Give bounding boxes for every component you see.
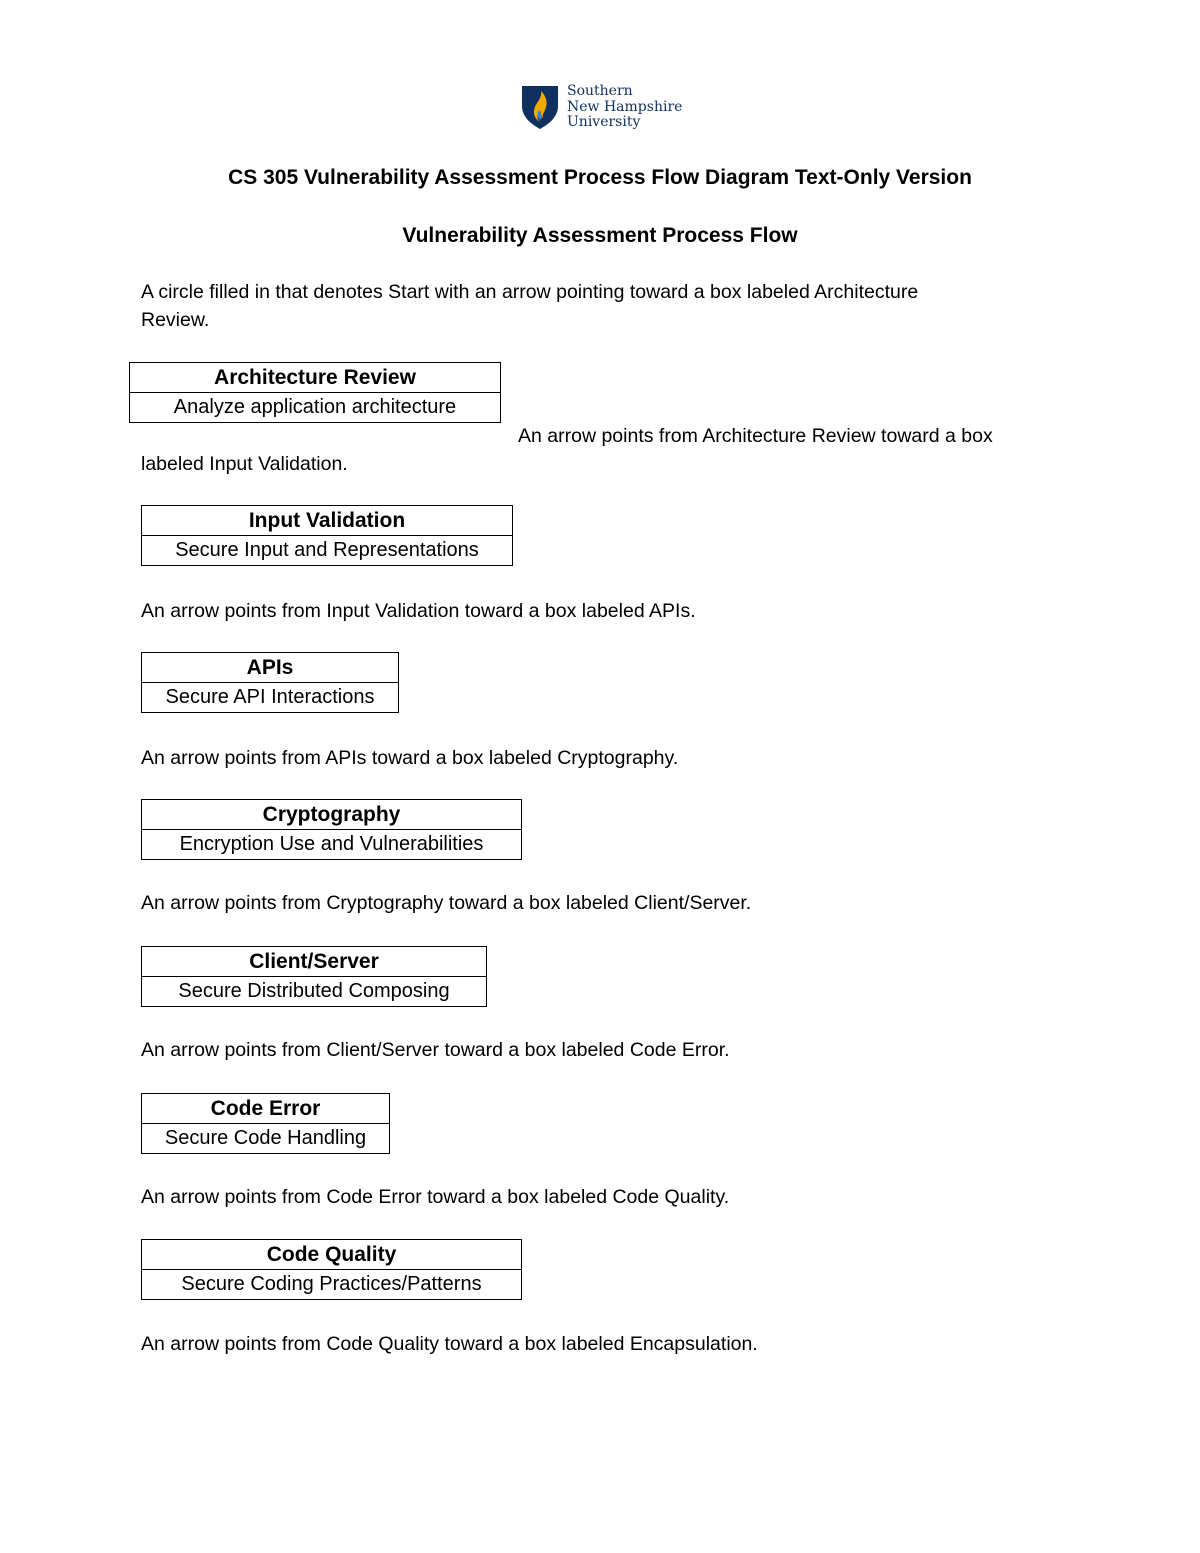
arrow-text-apis-to-crypto: An arrow points from APIs toward a box labeled Cryptography. — [141, 747, 679, 769]
arrow-text-input-to-apis: An arrow points from Input Validation toward a box labeled APIs. — [141, 600, 696, 622]
intro-line-1: A circle filled in that denotes Start with an arrow pointing toward a box labeled Architecture — [141, 281, 919, 303]
snhu-shield-icon — [520, 84, 562, 130]
flow-box-code-error — [141, 1093, 390, 1154]
box-title: APIs — [142, 653, 398, 683]
box-description: Encryption Use and Vulnerabilities — [179, 833, 484, 855]
logo-wordmark — [567, 84, 682, 131]
arrow-text-error-to-quality: An arrow points from Code Error toward a box labeled Code Quality. — [141, 1186, 730, 1208]
box-title: Code Quality — [142, 1240, 521, 1270]
box-title: Input Validation — [142, 506, 512, 536]
flow-box-client-server — [141, 946, 487, 1007]
box-description: Secure Code Handling — [164, 1127, 367, 1149]
arrow-text-crypto-to-client: An arrow points from Cryptography toward a box labeled Client/Server. — [141, 892, 752, 914]
arrow-text-quality-to-encap: An arrow points from Code Quality toward a box labeled Encapsulation. — [141, 1333, 758, 1355]
snhu-logo — [520, 84, 690, 134]
logo-line-3: University — [567, 114, 641, 130]
arrow-text-arch-to-input-2: labeled Input Validation. — [141, 453, 348, 475]
box-description: Analyze application architecture — [173, 396, 457, 418]
flow-box-code-quality — [141, 1239, 522, 1300]
logo-line-1: Southern — [567, 83, 633, 99]
arrow-text-arch-to-input-1: An arrow points from Architecture Review toward a box — [518, 425, 993, 447]
arrow-text-client-to-error: An arrow points from Client/Server toward a box labeled Code Error. — [141, 1039, 730, 1061]
box-title: Architecture Review — [130, 363, 500, 393]
box-description: Secure Distributed Composing — [178, 980, 450, 1002]
box-description: Secure API Interactions — [165, 686, 375, 708]
flow-box-cryptography — [141, 799, 522, 860]
flow-box-input-validation — [141, 505, 513, 566]
box-title: Client/Server — [142, 947, 486, 977]
document-subtitle: Vulnerability Assessment Process Flow — [402, 224, 798, 247]
flow-box-apis — [141, 652, 399, 713]
flow-box-architecture-review — [129, 362, 501, 423]
logo-line-2: New Hampshire — [567, 98, 683, 115]
box-title: Cryptography — [142, 800, 521, 830]
box-title: Code Error — [142, 1094, 389, 1124]
box-description: Secure Input and Representations — [175, 539, 479, 561]
box-description: Secure Coding Practices/Patterns — [181, 1273, 482, 1295]
intro-line-2: Review. — [141, 309, 210, 331]
document-title: CS 305 Vulnerability Assessment Process Flow Diagram Text-Only Version — [228, 166, 972, 189]
